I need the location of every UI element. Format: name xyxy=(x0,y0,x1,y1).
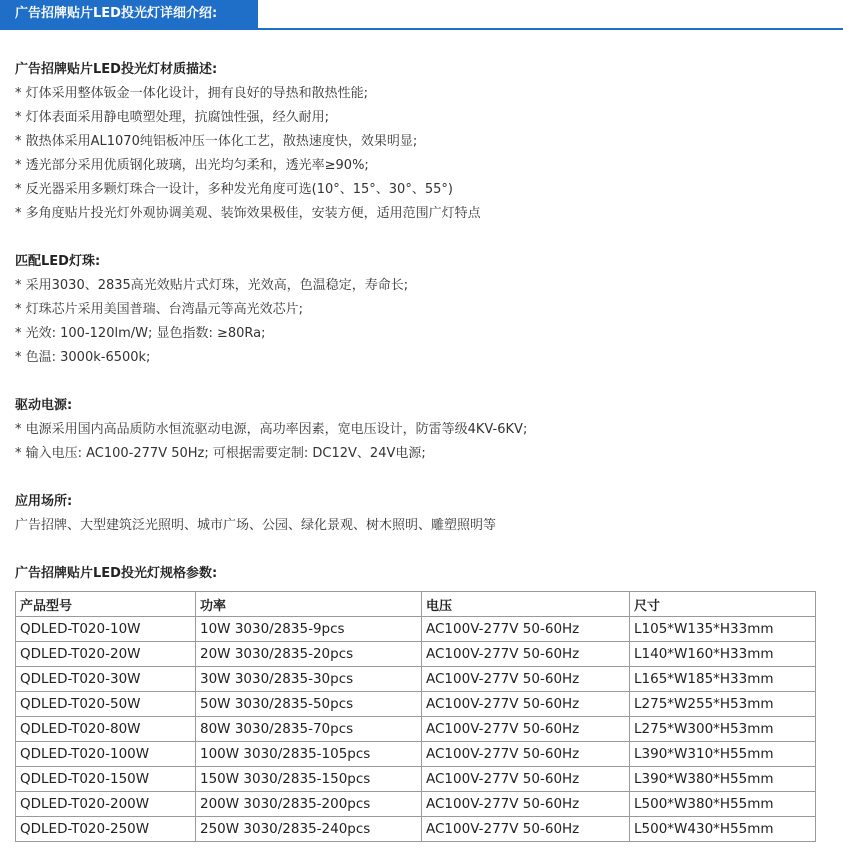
cell-model: QDLED-T020-200W xyxy=(16,792,196,817)
cell-voltage: AC100V-277V 50-60Hz xyxy=(422,792,630,817)
application-title: 应用场所: xyxy=(15,494,73,509)
cell-size: L390*W380*H55mm xyxy=(630,767,816,792)
cell-power: 50W 3030/2835-50pcs xyxy=(196,692,422,717)
spec-table xyxy=(15,591,816,842)
table-row xyxy=(16,817,816,842)
cell-size: L275*W255*H53mm xyxy=(630,692,816,717)
cell-voltage: AC100V-277V 50-60Hz xyxy=(422,667,630,692)
leds-title: 匹配LED灯珠: xyxy=(15,254,101,269)
material-item: * 灯体采用整体钣金一体化设计，拥有良好的导热和散热性能; xyxy=(15,86,369,101)
cell-voltage: AC100V-277V 50-60Hz xyxy=(422,742,630,767)
material-item: * 散热体采用AL1070纯铝板冲压一体化工艺，散热速度快，效果明显; xyxy=(15,134,418,149)
cell-model: QDLED-T020-20W xyxy=(16,642,196,667)
table-row xyxy=(16,642,816,667)
leds-item: * 灯珠芯片采用美国普瑞、台湾晶元等高光效芯片; xyxy=(15,302,304,317)
header-model: 产品型号 xyxy=(16,592,196,617)
cell-model: QDLED-T020-50W xyxy=(16,692,196,717)
cell-size: L275*W300*H53mm xyxy=(630,717,816,742)
application-text: 广告招牌、大型建筑泛光照明、城市广场、公园、绿化景观、树木照明、雕塑照明等 xyxy=(15,518,497,533)
cell-size: L140*W160*H33mm xyxy=(630,642,816,667)
cell-size: L105*W135*H33mm xyxy=(630,617,816,642)
header-bar xyxy=(0,0,843,30)
table-row xyxy=(16,667,816,692)
cell-power: 250W 3030/2835-240pcs xyxy=(196,817,422,842)
cell-voltage: AC100V-277V 50-60Hz xyxy=(422,717,630,742)
cell-power: 10W 3030/2835-9pcs xyxy=(196,617,422,642)
content xyxy=(15,58,830,842)
leds-item: * 光效: 100-120lm/W; 显色指数: ≥80Ra; xyxy=(15,326,266,341)
cell-model: QDLED-T020-30W xyxy=(16,667,196,692)
table-row xyxy=(16,717,816,742)
table-header-row xyxy=(16,592,816,617)
table-row xyxy=(16,767,816,792)
material-item: * 多角度贴片投光灯外观协调美观、装饰效果极佳，安装方便，适用范围广灯特点 xyxy=(15,206,481,221)
cell-model: QDLED-T020-100W xyxy=(16,742,196,767)
cell-power: 20W 3030/2835-20pcs xyxy=(196,642,422,667)
cell-power: 80W 3030/2835-70pcs xyxy=(196,717,422,742)
cell-model: QDLED-T020-150W xyxy=(16,767,196,792)
table-row xyxy=(16,617,816,642)
cell-voltage: AC100V-277V 50-60Hz xyxy=(422,642,630,667)
table-row xyxy=(16,742,816,767)
cell-size: L500*W380*H55mm xyxy=(630,792,816,817)
cell-voltage: AC100V-277V 50-60Hz xyxy=(422,617,630,642)
cell-power: 100W 3030/2835-105pcs xyxy=(196,742,422,767)
cell-model: QDLED-T020-80W xyxy=(16,717,196,742)
cell-voltage: AC100V-277V 50-60Hz xyxy=(422,767,630,792)
header-voltage: 电压 xyxy=(422,592,630,617)
cell-voltage: AC100V-277V 50-60Hz xyxy=(422,692,630,717)
leds-item: * 色温: 3000k-6500k; xyxy=(15,350,151,365)
cell-size: L500*W430*H55mm xyxy=(630,817,816,842)
cell-size: L165*W185*H33mm xyxy=(630,667,816,692)
material-item: * 反光器采用多颗灯珠合一设计，多种发光角度可选(10°、15°、30°、55°) xyxy=(15,182,453,197)
cell-voltage: AC100V-277V 50-60Hz xyxy=(422,817,630,842)
power-item: * 电源采用国内高品质防水恒流驱动电源，高功率因素，宽电压设计，防雷等级4KV-6KV; xyxy=(15,422,528,437)
cell-power: 200W 3030/2835-200pcs xyxy=(196,792,422,817)
table-row xyxy=(16,792,816,817)
table-row xyxy=(16,692,816,717)
cell-size: L390*W310*H55mm xyxy=(630,742,816,767)
cell-power: 150W 3030/2835-150pcs xyxy=(196,767,422,792)
cell-power: 30W 3030/2835-30pcs xyxy=(196,667,422,692)
cell-model: QDLED-T020-10W xyxy=(16,617,196,642)
cell-model: QDLED-T020-250W xyxy=(16,817,196,842)
specs-title: 广告招牌贴片LED投光灯规格参数: xyxy=(15,566,218,581)
power-item: * 输入电压: AC100-277V 50Hz; 可根据需要定制: DC12V、24V电源; xyxy=(15,446,426,461)
power-title: 驱动电源: xyxy=(15,398,73,413)
leds-item: * 采用3030、2835高光效贴片式灯珠，光效高，色温稳定，寿命长; xyxy=(15,278,409,293)
header-size: 尺寸 xyxy=(630,592,816,617)
header-power: 功率 xyxy=(196,592,422,617)
header-title: 广告招牌贴片LED投光灯详细介绍: xyxy=(0,0,258,30)
material-title: 广告招牌贴片LED投光灯材质描述: xyxy=(15,62,218,77)
material-item: * 透光部分采用优质钢化玻璃，出光均匀柔和，透光率≥90%; xyxy=(15,158,369,173)
material-item: * 灯体表面采用静电喷塑处理，抗腐蚀性强，经久耐用; xyxy=(15,110,330,125)
